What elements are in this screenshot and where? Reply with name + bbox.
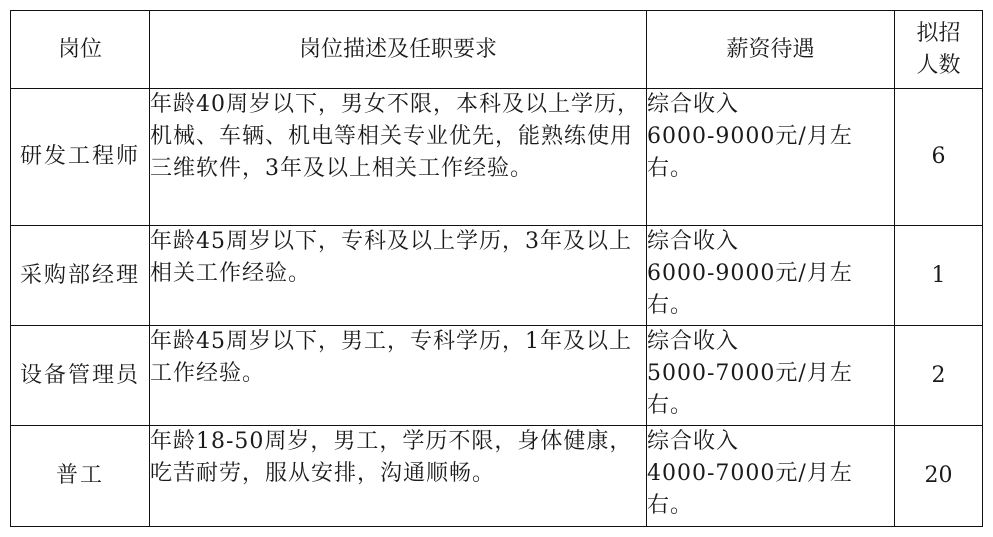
header-salary: 薪资待遇 [647, 11, 895, 89]
row-salary [647, 426, 895, 527]
row-position: 普工 [11, 426, 150, 527]
row-position: 设备管理员 [11, 326, 150, 426]
row-count: 1 [895, 226, 983, 326]
table-row [11, 426, 983, 527]
row-count: 6 [895, 89, 983, 226]
row-description: 年龄45周岁以下，专科及以上学历，3年及以上相关工作经验。 [150, 226, 647, 326]
row-count: 2 [895, 326, 983, 426]
header-position: 岗位 [11, 11, 150, 89]
header-count [895, 11, 983, 89]
row-description: 年龄18-50周岁，男工，学历不限，身体健康，吃苦耐劳，服从安排，沟通顺畅。 [150, 426, 647, 527]
table-row [11, 89, 983, 226]
header-count-line2: 人数 [916, 52, 961, 78]
recruitment-table [10, 10, 983, 527]
table-row [11, 226, 983, 326]
salary-label: 综合收入 [647, 92, 740, 117]
row-salary [647, 89, 895, 226]
recruitment-table-container [10, 10, 982, 526]
header-count-line1: 拟招 [916, 20, 961, 46]
row-position: 研发工程师 [11, 89, 150, 226]
row-position: 采购部经理 [11, 226, 150, 326]
table-header-row [11, 11, 983, 89]
salary-range: 6000-9000元/月左右。 [647, 261, 853, 318]
row-description: 年龄40周岁以下，男女不限，本科及以上学历，机械、车辆、机电等相关专业优先，能熟练使用三维软件，3年及以上相关工作经验。 [150, 89, 647, 226]
salary-range: 4000-7000元/月左右。 [647, 461, 853, 518]
row-salary [647, 226, 895, 326]
row-count: 20 [895, 426, 983, 527]
salary-range: 5000-7000元/月左右。 [647, 361, 853, 418]
salary-label: 综合收入 [647, 229, 740, 254]
salary-label: 综合收入 [647, 329, 740, 354]
salary-range: 6000-9000元/月左右。 [647, 124, 853, 181]
row-description: 年龄45周岁以下，男工，专科学历，1年及以上工作经验。 [150, 326, 647, 426]
table-row [11, 326, 983, 426]
salary-label: 综合收入 [647, 429, 740, 454]
header-description: 岗位描述及任职要求 [150, 11, 647, 89]
row-salary [647, 326, 895, 426]
